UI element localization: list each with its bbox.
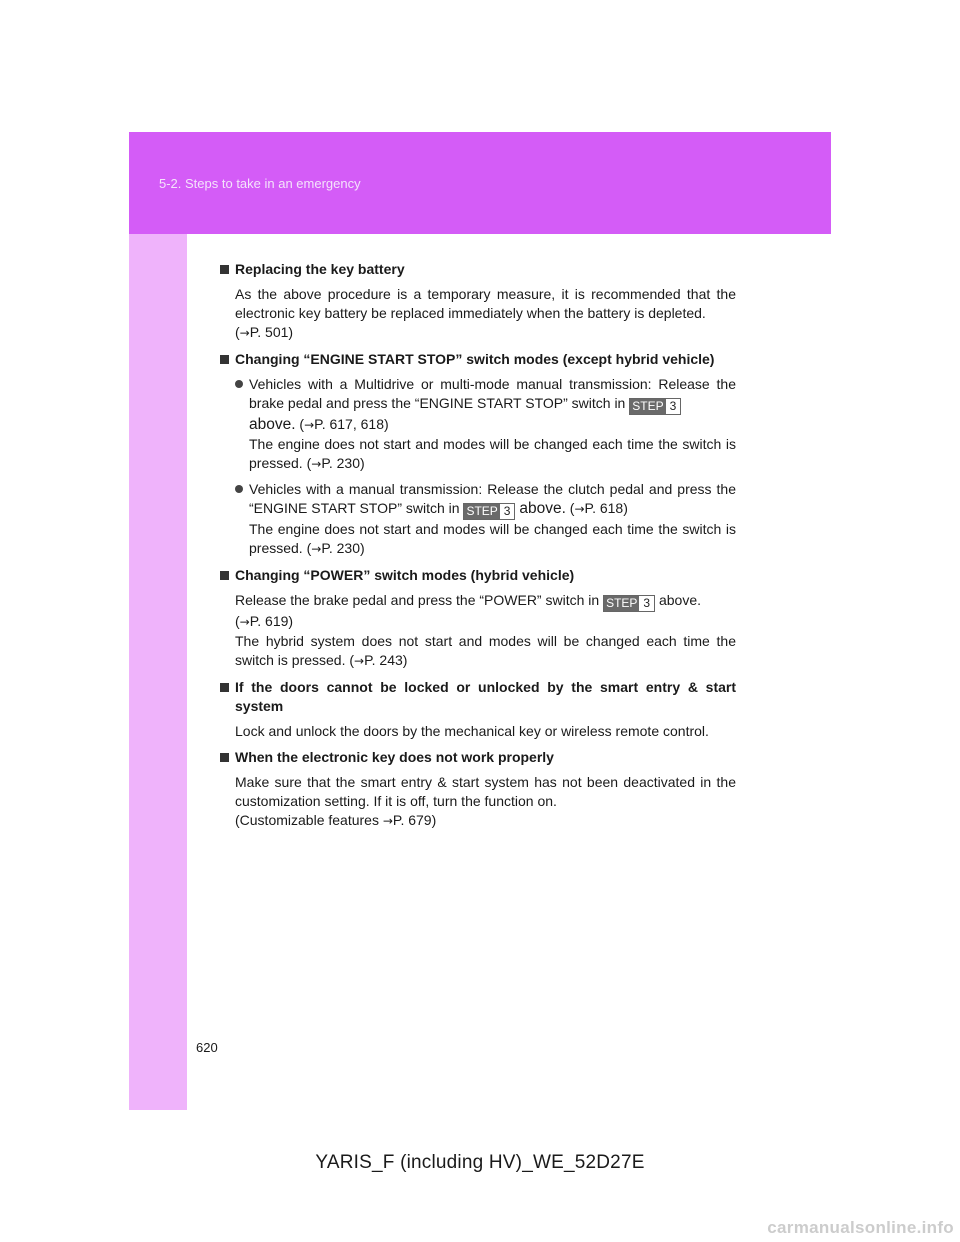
section-heading bbox=[220, 350, 736, 369]
note-text: The engine does not start and modes will be changed each time the switch is pressed. ( bbox=[249, 521, 736, 556]
above-text: above. bbox=[658, 592, 702, 608]
list-item bbox=[220, 480, 736, 559]
body-text: Vehicles with a Multidrive or multi-mode manual transmission: Release the brake pedal and press the “ENGINE START STOP” switch in bbox=[249, 376, 736, 411]
note-text: The hybrid system does not start and modes will be changed each time the switch is pressed. ( bbox=[235, 633, 736, 668]
body-text: Vehicles with a manual transmission: Release the clutch pedal and press the “ENGINE START STOP” switch in bbox=[249, 481, 736, 516]
heading-text: When the electronic key does not work properly bbox=[235, 749, 554, 765]
section-heading bbox=[220, 678, 736, 716]
heading-text: If the doors cannot be locked or unlocked by the smart entry & start system bbox=[235, 679, 736, 714]
round-bullet-icon bbox=[235, 485, 243, 493]
step-label: STEP bbox=[466, 504, 498, 518]
page-reference-link[interactable]: P. 230) bbox=[321, 540, 365, 556]
list-item-text: Vehicles with a manual transmission: Release the clutch pedal and press the “ENGINE START STOP” switch in STEP 3 above. (→P. 618) The engine does not start and modes will be changed each time the switch is pressed. (→P. 230) bbox=[249, 481, 736, 556]
above-text: above. bbox=[519, 500, 566, 517]
step-badge bbox=[629, 398, 681, 415]
section-engine-start-stop-modes bbox=[220, 350, 736, 559]
page-reference-link[interactable]: P. 617, 618) bbox=[314, 416, 389, 432]
section-body: Release the brake pedal and press the “POWER” switch in STEP 3 above. (→P. 619) The hybrid system does not start and modes will be changed each time the switch is pressed. (→P. 243) bbox=[235, 592, 736, 668]
page-reference-link[interactable]: P. 619) bbox=[249, 613, 294, 629]
step-label: STEP bbox=[606, 596, 638, 610]
round-bullet-icon bbox=[235, 380, 243, 388]
section-heading bbox=[220, 566, 736, 585]
step-badge bbox=[603, 595, 655, 612]
step-number: 3 bbox=[639, 596, 654, 611]
arrow-right-icon: → bbox=[354, 654, 365, 668]
step-label: STEP bbox=[632, 399, 664, 413]
section-body bbox=[220, 773, 736, 831]
section-doors-lock-unlock bbox=[220, 678, 736, 741]
body-text: Make sure that the smart entry & start system has not been deactivated in the customization setting. If it is off, turn the function on. bbox=[235, 774, 736, 809]
arrow-right-icon: → bbox=[311, 542, 322, 556]
heading-text: Changing “ENGINE START STOP” switch modes (except hybrid vehicle) bbox=[235, 351, 715, 367]
section-electronic-key-not-working bbox=[220, 748, 736, 831]
square-bullet-icon bbox=[220, 571, 229, 580]
document-footer: YARIS_F (including HV)_WE_52D27E bbox=[315, 1152, 645, 1173]
page-reference-link[interactable]: P. 679) bbox=[392, 812, 437, 828]
ref-prefix: (Customizable features bbox=[235, 812, 379, 828]
square-bullet-icon bbox=[220, 265, 229, 274]
step-number: 3 bbox=[666, 399, 681, 414]
section-power-switch-modes bbox=[220, 566, 736, 671]
arrow-right-icon: → bbox=[304, 418, 315, 432]
step-number: 3 bbox=[500, 504, 515, 519]
above-text: above. bbox=[249, 416, 296, 433]
square-bullet-icon bbox=[220, 683, 229, 692]
heading-text: Replacing the key battery bbox=[235, 261, 405, 277]
page-content bbox=[220, 260, 736, 838]
section-body bbox=[220, 722, 736, 741]
page-reference-link[interactable]: P. 618) bbox=[584, 500, 628, 516]
section-heading bbox=[220, 748, 736, 767]
heading-text: Changing “POWER” switch modes (hybrid vehicle) bbox=[235, 567, 575, 583]
section-header: 5-2. Steps to take in an emergency bbox=[159, 176, 361, 191]
page-reference-link[interactable]: P. 230) bbox=[321, 455, 365, 471]
step-badge bbox=[463, 503, 515, 520]
page-number: 620 bbox=[196, 1040, 218, 1055]
list-item bbox=[220, 375, 736, 474]
square-bullet-icon bbox=[220, 753, 229, 762]
arrow-right-icon: → bbox=[311, 457, 322, 471]
page-reference-link[interactable]: P. 501) bbox=[249, 324, 294, 340]
section-heading bbox=[220, 260, 736, 279]
square-bullet-icon bbox=[220, 355, 229, 364]
page-reference-link[interactable]: P. 243) bbox=[364, 652, 408, 668]
arrow-right-icon: → bbox=[382, 814, 393, 828]
section-body bbox=[220, 285, 736, 343]
note-text: The engine does not start and modes will be changed each time the switch is pressed. ( bbox=[249, 436, 736, 471]
body-text: Lock and unlock the doors by the mechanical key or wireless remote control. bbox=[235, 723, 709, 739]
list-item-text: Vehicles with a Multidrive or multi-mode manual transmission: Release the brake pedal and press the “ENGINE START STOP” switch in STEP 3 above. (→P. 617, 618) The engine does not start and modes will be changed each time the switch is pressed. (→P. 230) bbox=[249, 376, 736, 471]
watermark: carmanualsonline.info bbox=[767, 1218, 954, 1237]
body-text: Release the brake pedal and press the “POWER” switch in bbox=[235, 592, 600, 608]
arrow-right-icon: → bbox=[574, 502, 585, 516]
arrow-right-icon: → bbox=[239, 615, 250, 629]
body-text: As the above procedure is a temporary measure, it is recommended that the electronic key battery be replaced immediately when the battery is depleted. bbox=[235, 286, 736, 321]
section-replacing-key-battery bbox=[220, 260, 736, 343]
arrow-right-icon: → bbox=[239, 326, 250, 340]
side-strip bbox=[129, 234, 187, 1110]
ref-open: ( bbox=[235, 324, 240, 340]
